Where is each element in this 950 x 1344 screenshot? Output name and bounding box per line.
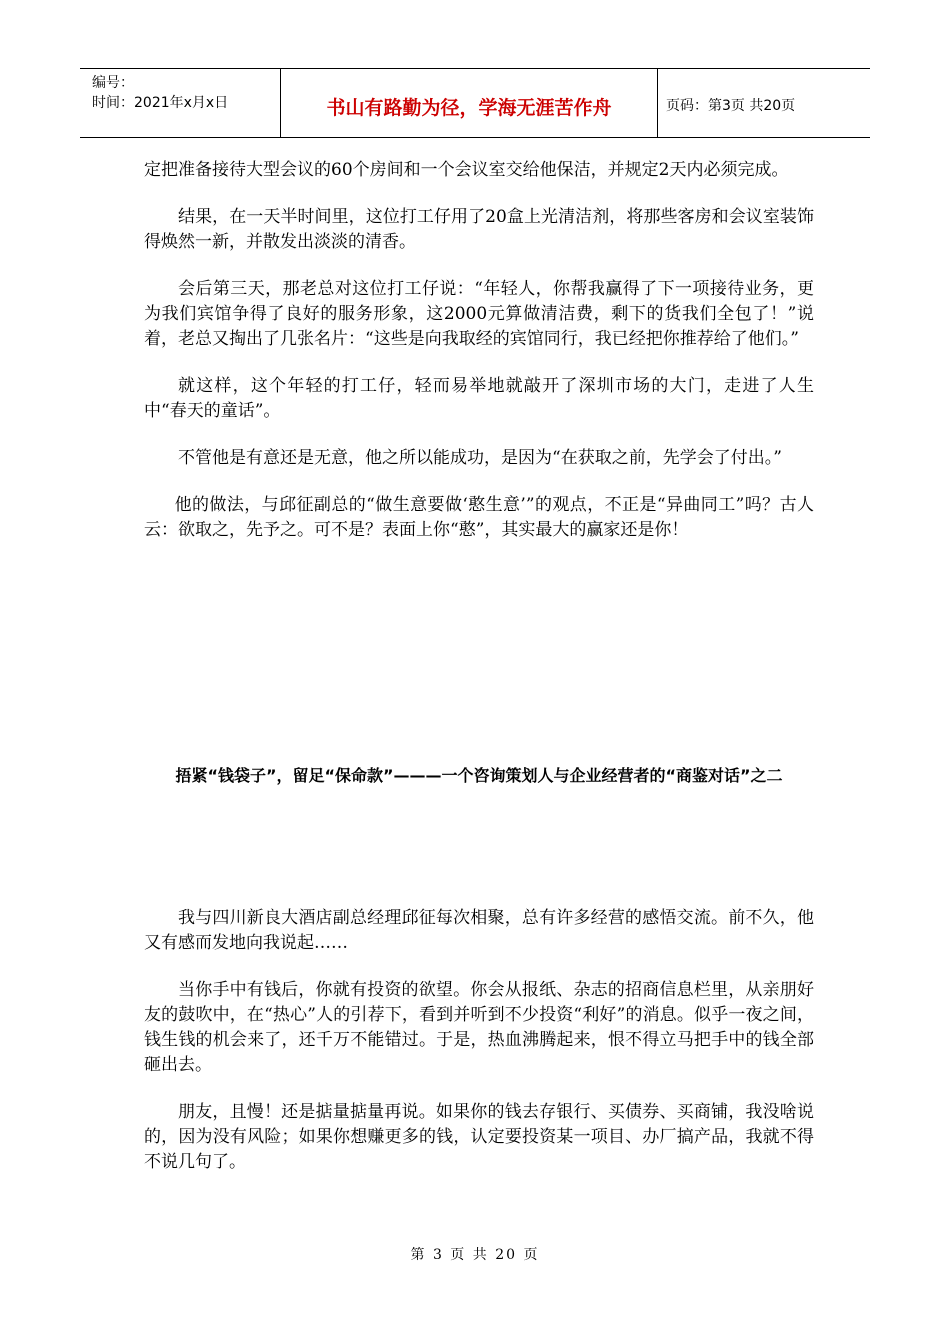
document-number-label: 编号： <box>92 75 134 91</box>
header-motto: 书山有路勤为径，学海无涯苦作舟 <box>280 69 658 137</box>
header-meta <box>80 69 280 137</box>
paragraph: 会后第三天，那老总对这位打工仔说：“年轻人，你帮我赢得了下一项接待业务，更为我们宾馆争得了良好的服务形象，这2000元算做清洁费，剩下的货我们全包了！”说着，老总又掏出了几张名片：“这些是向我取经的宾馆同行，我已经把你推荐给了他们。” <box>144 279 814 349</box>
body-text-top <box>144 158 814 565</box>
page-header <box>80 68 870 138</box>
paragraph: 朋友，且慢！还是掂量掂量再说。如果你的钱去存银行、买债券、买商铺，我没啥说的，因为没有风险；如果你想赚更多的钱，认定要投资某一项目、办厂搞产品，我就不得不说几句了。 <box>144 1102 814 1172</box>
paragraph: 结果，在一天半时间里，这位打工仔用了20盒上光清洁剂，将那些客房和会议室装饰得焕然一新，并散发出淡淡的清香。 <box>144 207 814 252</box>
paragraph: 当你手中有钱后，你就有投资的欲望。你会从报纸、杂志的招商信息栏里，从亲朋好友的鼓吹中，在“热心”人的引荐下，看到并听到不少投资“利好”的消息。似乎一夜之间，钱生钱的机会来了，还千万不能错过。于是，热血沸腾起来，恨不得立马把手中的钱全部砸出去。 <box>144 980 814 1075</box>
document-time-label: 时间：2021年x月x日 <box>92 95 229 111</box>
paragraph: 我与四川新良大酒店副总经理邱征每次相聚，总有许多经营的感悟交流。前不久，他又有感而发地向我说起…… <box>144 908 814 953</box>
header-page-info: 页码：第3页 共20页 <box>666 98 796 114</box>
section-title: 捂紧“钱袋子”，留足“保命款”———一个咨询策划人与企业经营者的“商鉴对话”之二 <box>175 766 783 785</box>
paragraph: 他的做法，与邱征副总的“做生意要做‘憨生意’”的观点，不正是“异曲同工”吗？古人云：欲取之，先予之。可不是？表面上你“憨”，其实最大的赢家还是你！ <box>144 495 814 540</box>
page-footer: 第 3 页 共 20 页 <box>410 1247 540 1263</box>
body-text-bottom <box>144 906 814 1197</box>
paragraph: 就这样，这个年轻的打工仔，轻而易举地就敲开了深圳市场的大门，走进了人生中“春天的童话”。 <box>144 376 814 421</box>
paragraph: 不管他是有意还是无意，他之所以能成功，是因为“在获取之前，先学会了付出。” <box>178 448 782 468</box>
paragraph: 定把准备接待大型会议的60个房间和一个会议室交给他保洁，并规定2天内必须完成。 <box>144 160 789 180</box>
